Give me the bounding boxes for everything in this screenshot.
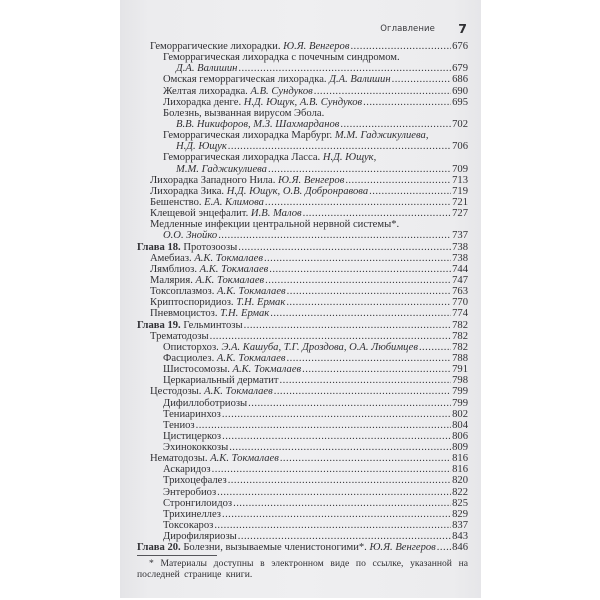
dot-leader <box>340 119 451 130</box>
dot-leader <box>363 97 451 108</box>
toc-entry <box>137 420 468 431</box>
toc-entry-title: Омская геморрагическая лихорадка. <box>163 74 330 86</box>
dot-leader <box>238 531 451 542</box>
toc-entry-text <box>163 442 228 453</box>
table-of-contents <box>137 41 468 553</box>
toc-page-number: 798 <box>452 375 468 387</box>
toc-page-number: 809 <box>452 442 468 454</box>
toc-entry-author: Д.А. Валишин <box>329 74 391 86</box>
toc-page-number: 737 <box>452 230 468 242</box>
toc-entry-author: М.М. Гаджикулиева, <box>334 130 429 142</box>
toc-entry-text <box>163 230 217 241</box>
toc-chapter-entry <box>137 542 468 553</box>
toc-entry-author: Ю.Я. Венгеров <box>369 542 436 554</box>
toc-entry-author: А.К. Токмалаев <box>232 364 302 376</box>
toc-entry-text <box>163 130 429 141</box>
toc-page-number: 709 <box>452 163 468 175</box>
toc-entry-author: Ю.Я. Венгеров <box>283 41 350 52</box>
toc-entry-title: Малярия. <box>150 274 196 286</box>
running-title: Оглавление <box>380 24 435 34</box>
toc-page-number: 747 <box>452 274 468 286</box>
toc-entry-author: Н.Д. Ющук, <box>322 152 377 164</box>
toc-entry <box>137 119 468 130</box>
dot-leader <box>280 453 451 464</box>
dot-leader <box>248 398 451 409</box>
toc-entry <box>137 253 468 264</box>
toc-entry-title: Нематодозы. <box>150 453 211 465</box>
toc-page-number: 763 <box>452 286 468 298</box>
dot-leader <box>345 175 451 186</box>
toc-entry <box>137 130 468 141</box>
dot-leader <box>222 431 451 442</box>
dot-leader <box>369 186 451 197</box>
toc-entry-author: А.К. Токмалаев <box>195 274 265 286</box>
toc-entry <box>137 74 468 85</box>
toc-entry-text <box>150 219 399 230</box>
toc-entry-title: Тениаринхоз <box>163 408 221 420</box>
toc-page-number: 822 <box>452 486 468 498</box>
toc-entry <box>137 464 468 475</box>
toc-entry-text <box>150 186 368 197</box>
book-page <box>120 0 481 598</box>
dot-leader <box>196 420 452 431</box>
dot-leader <box>269 264 451 275</box>
toc-entry-title: Пневмоцистоз. <box>150 308 221 320</box>
toc-entry-author: А.К. Токмалаев <box>204 386 273 398</box>
toc-page-number: 738 <box>452 252 468 264</box>
toc-entry-title: Энтеробиоз <box>163 486 217 498</box>
toc-entry-title: Аскаридоз <box>163 464 211 476</box>
toc-entry-author: Н.Д. Ющук <box>176 141 227 153</box>
toc-page-number: 788 <box>452 352 468 364</box>
toc-page-number: 679 <box>452 63 468 75</box>
toc-entry-title: Лихорадка Зика. <box>150 185 227 197</box>
toc-entry-text <box>150 386 273 397</box>
toc-entry-text <box>163 375 279 386</box>
dot-leader <box>265 197 451 208</box>
toc-entry <box>137 431 468 442</box>
toc-entry <box>137 386 468 397</box>
toc-chapter-entry <box>137 242 468 253</box>
toc-entry-text <box>163 364 301 375</box>
dot-leader <box>210 331 452 342</box>
toc-page-number: 676 <box>452 41 468 52</box>
toc-entry-text <box>150 331 209 342</box>
toc-page-number: 846 <box>452 542 468 554</box>
dot-leader <box>270 308 451 319</box>
toc-entry-text <box>150 286 286 297</box>
toc-entry <box>137 475 468 486</box>
toc-entry <box>137 164 468 175</box>
toc-entry-text <box>176 63 237 74</box>
toc-entry-title: Церкариальный дерматит <box>163 375 279 387</box>
dot-leader <box>303 208 452 219</box>
dot-leader <box>214 520 451 531</box>
toc-entry-text <box>163 152 376 163</box>
toc-entry-title: Описторхоз. <box>163 341 222 353</box>
toc-entry-author: Н.Д. Ющук, А.В. Сундуков <box>243 96 363 108</box>
toc-entry-text <box>176 164 267 175</box>
dot-leader <box>212 464 451 475</box>
toc-page-number: 774 <box>452 308 468 320</box>
toc-page-number: 713 <box>452 174 468 186</box>
dot-leader <box>419 342 451 353</box>
toc-entry <box>137 41 468 52</box>
toc-entry-text <box>163 86 313 97</box>
toc-page-number: 719 <box>452 185 468 197</box>
toc-entry <box>137 375 468 386</box>
toc-entry <box>137 86 468 97</box>
toc-entry-text <box>163 464 211 475</box>
toc-entry-text <box>163 531 237 542</box>
toc-page-number: 744 <box>452 263 468 275</box>
toc-page-number: 806 <box>452 430 468 442</box>
toc-entry <box>137 353 468 364</box>
dot-leader <box>268 164 451 175</box>
toc-page-number: 686 <box>452 74 468 86</box>
toc-page-number: 782 <box>452 341 468 353</box>
dot-leader <box>350 41 451 52</box>
toc-entry-text <box>150 197 264 208</box>
dot-leader <box>222 409 451 420</box>
toc-entry-text <box>137 242 237 253</box>
toc-entry <box>137 308 468 319</box>
toc-entry <box>137 453 468 464</box>
chapter-label: Глава 20. <box>137 542 184 554</box>
toc-entry-title: Желтая лихорадка. <box>163 85 251 97</box>
toc-entry-title: Геморрагические лихорадки. <box>150 41 284 52</box>
toc-entry-text <box>176 141 227 152</box>
toc-entry-text <box>150 264 268 275</box>
toc-entry-title: Геморрагическая лихорадка Ласса. <box>163 152 323 164</box>
toc-entry-title: Трихоцефалез <box>163 475 227 487</box>
toc-entry-title: Лихорадка денге. <box>163 96 244 108</box>
toc-entry <box>137 275 468 286</box>
toc-entry-title: Тениоз <box>163 419 195 431</box>
toc-entry-text <box>163 520 213 531</box>
toc-page-number: 738 <box>452 241 468 253</box>
toc-entry-text <box>137 320 243 331</box>
toc-entry-text <box>150 453 279 464</box>
dot-leader <box>264 253 451 264</box>
dot-leader <box>287 353 452 364</box>
toc-entry-author: В.В. Никифоров, М.З. Шахмарданов <box>176 118 340 130</box>
toc-entry <box>137 175 468 186</box>
dot-leader <box>238 63 451 74</box>
toc-entry-title: Шистосомозы. <box>163 364 233 376</box>
dot-leader <box>392 74 452 85</box>
toc-entry <box>137 531 468 542</box>
toc-entry-author: А.К. Токмалаев <box>216 352 286 364</box>
running-head <box>120 22 481 36</box>
toc-page-number: 820 <box>452 475 468 487</box>
toc-entry-text <box>163 431 221 442</box>
toc-entry-title: Медленные инфекции центральной нервной системы*. <box>150 219 400 231</box>
toc-entry-text <box>163 97 362 108</box>
toc-entry-author: Э.А. Кашуба, Т.Г. Дроздова, О.А. Любимцев <box>221 341 418 353</box>
toc-entry-author: М.М. Гаджикулиева <box>176 163 267 175</box>
toc-entry <box>137 108 468 119</box>
toc-entry-text <box>150 41 349 52</box>
dot-leader <box>274 386 451 397</box>
toc-page-number: 837 <box>452 520 468 532</box>
toc-page-number: 799 <box>452 397 468 409</box>
toc-entry-title: Клещевой энцефалит. <box>150 208 251 220</box>
toc-entry-title: Трематодозы <box>150 330 209 342</box>
footnote: * Материалы доступны в электронном виде по ссылке, указанной на последней странице книги. <box>137 558 468 580</box>
toc-entry <box>137 197 468 208</box>
toc-entry-text <box>163 487 216 498</box>
toc-page-number: 843 <box>452 531 468 543</box>
toc-entry <box>137 342 468 353</box>
dot-leader <box>280 375 452 386</box>
toc-page-number: 706 <box>452 141 468 153</box>
toc-entry-title: Цестодозы. <box>150 386 205 398</box>
toc-entry-text <box>176 119 339 130</box>
toc-entry-title: Болезнь, вызванная вирусом Эбола. <box>163 107 325 119</box>
toc-entry <box>137 152 468 163</box>
toc-entry <box>137 97 468 108</box>
toc-entry <box>137 331 468 342</box>
toc-entry-title: Протозоозы <box>183 241 238 253</box>
toc-page-number: 702 <box>452 118 468 130</box>
dot-leader <box>217 487 451 498</box>
toc-entry-author: О.О. Знойко <box>163 230 218 242</box>
toc-entry <box>137 498 468 509</box>
toc-entry-title: Дифиллоботриозы <box>163 397 248 409</box>
toc-entry-text <box>150 175 344 186</box>
toc-entry-text <box>163 398 247 409</box>
toc-entry-text <box>137 542 436 553</box>
toc-entry <box>137 286 468 297</box>
toc-page-number: 695 <box>452 96 468 108</box>
toc-entry-title: Бешенство. <box>150 196 205 208</box>
toc-entry-author: Е.А. Климова <box>204 196 264 208</box>
toc-entry-author: А.К. Токмалаев <box>194 252 263 264</box>
toc-entry-author: А.К. Токмалаев <box>217 286 286 298</box>
toc-page-number: 799 <box>452 386 468 398</box>
toc-entry-title: Геморрагическая лихорадка с почечным синдромом. <box>163 52 400 64</box>
chapter-label: Глава 19. <box>137 319 184 331</box>
toc-entry-title: Трихинеллез <box>163 508 221 520</box>
toc-entry-title: Болезни, вызываемые членистоногими*. <box>183 542 370 554</box>
toc-entry-title: Токсокароз <box>163 520 214 532</box>
toc-entry-text <box>163 342 418 353</box>
toc-entry-author: Т.Н. Ермак <box>236 297 286 309</box>
toc-page-number: 727 <box>452 208 468 220</box>
toc-entry-title: Токсоплазмоз. <box>150 286 218 298</box>
toc-entry <box>137 208 468 219</box>
toc-entry-text <box>150 297 285 308</box>
toc-chapter-entry <box>137 320 468 331</box>
toc-entry-text <box>163 409 221 420</box>
footnote-divider <box>137 555 217 556</box>
toc-entry-title: Гельминтозы <box>183 319 243 331</box>
chapter-label: Глава 18. <box>137 241 184 253</box>
toc-page-number: 721 <box>452 196 468 208</box>
toc-entry-author: А.В. Сундуков <box>250 85 313 97</box>
toc-page-number: 829 <box>452 508 468 520</box>
toc-entry <box>137 487 468 498</box>
toc-entry-title: Цистицеркоз <box>163 430 222 442</box>
dot-leader <box>314 86 451 97</box>
toc-entry <box>137 141 468 152</box>
dot-leader <box>228 141 451 152</box>
toc-entry-title: Лихорадка Западного Нила. <box>150 174 278 186</box>
dot-leader <box>238 242 451 253</box>
toc-entry-author: Ю.Я. Венгеров <box>278 174 345 186</box>
toc-page-number: 816 <box>452 453 468 465</box>
toc-entry-author: И.В. Малов <box>250 208 302 220</box>
toc-page-number: 782 <box>452 319 468 331</box>
dot-leader <box>244 320 451 331</box>
toc-page-number: 690 <box>452 85 468 97</box>
toc-page-number: 782 <box>452 330 468 342</box>
toc-entry-title: Фасциолез. <box>163 352 217 364</box>
toc-entry-author: Т.Н. Ермак <box>220 308 270 320</box>
dot-leader <box>228 475 451 486</box>
toc-page-number: 804 <box>452 419 468 431</box>
toc-entry <box>137 509 468 520</box>
toc-entry <box>137 219 468 230</box>
toc-entry-title: Геморрагическая лихорадка Марбург. <box>163 130 335 142</box>
toc-entry <box>137 442 468 453</box>
toc-entry <box>137 520 468 531</box>
toc-entry-text <box>163 498 232 509</box>
toc-page-number: 802 <box>452 408 468 420</box>
toc-entry <box>137 52 468 63</box>
toc-entry-text <box>163 52 400 63</box>
toc-entry-title: Дирофиляриозы <box>163 531 237 543</box>
toc-entry <box>137 63 468 74</box>
dot-leader <box>286 297 451 308</box>
toc-entry-text <box>150 275 264 286</box>
toc-entry-title: Лямблиоз. <box>150 263 200 275</box>
toc-entry-author: А.К. Токмалаев <box>210 453 279 465</box>
dot-leader <box>233 498 451 509</box>
toc-entry-text <box>163 74 391 85</box>
toc-entry-text <box>163 509 221 520</box>
toc-entry-text <box>150 308 269 319</box>
toc-entry-author: А.К. Токмалаев <box>199 263 269 275</box>
toc-entry-text <box>163 420 195 431</box>
toc-entry-title: Амебиаз. <box>150 252 195 264</box>
toc-entry-text <box>163 108 324 119</box>
toc-entry-text <box>163 475 227 486</box>
toc-entry-text <box>163 353 286 364</box>
toc-entry-title: Стронгилоидоз <box>163 497 233 509</box>
toc-page-number: 816 <box>452 464 468 476</box>
toc-page-number: 791 <box>452 364 468 376</box>
toc-entry-text <box>150 208 302 219</box>
toc-entry-author: Н.Д. Ющук, О.В. Добронравова <box>226 185 369 197</box>
toc-entry <box>137 364 468 375</box>
toc-page-number: 825 <box>452 497 468 509</box>
toc-entry <box>137 264 468 275</box>
page-number: 7 <box>458 21 467 36</box>
toc-page-number: 770 <box>452 297 468 309</box>
dot-leader <box>265 275 451 286</box>
toc-entry <box>137 398 468 409</box>
dot-leader <box>437 542 451 553</box>
dot-leader <box>302 364 451 375</box>
toc-entry-title: Эхинококкозы <box>163 442 229 454</box>
toc-entry-text <box>150 253 263 264</box>
toc-entry <box>137 186 468 197</box>
toc-entry <box>137 230 468 241</box>
dot-leader <box>287 286 451 297</box>
toc-entry <box>137 409 468 420</box>
toc-entry-author: Д.А. Валишин <box>176 63 238 75</box>
toc-entry-title: Криптоспоридиоз. <box>150 297 237 309</box>
toc-entry <box>137 297 468 308</box>
dot-leader <box>229 442 451 453</box>
dot-leader <box>222 509 451 520</box>
dot-leader <box>218 230 451 241</box>
